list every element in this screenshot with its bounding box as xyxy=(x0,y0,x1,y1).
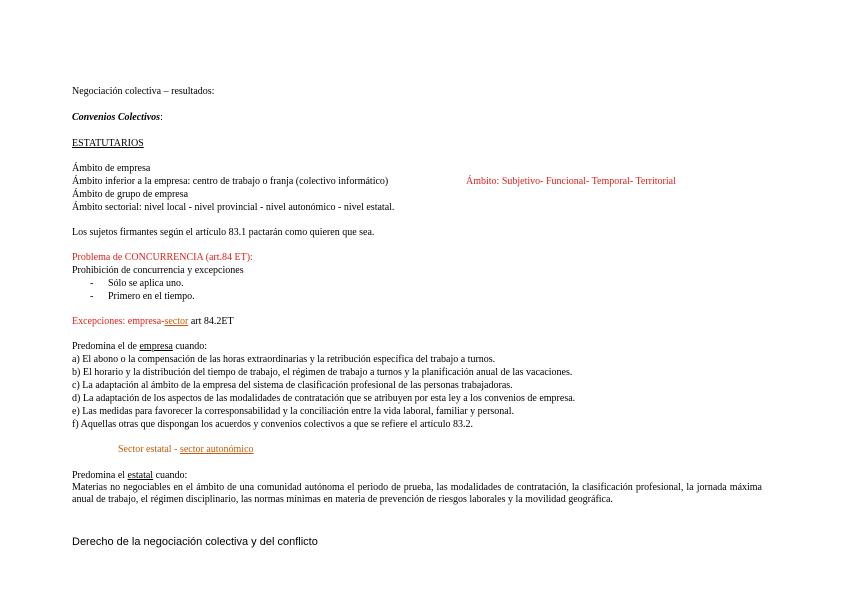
list-item-text: Primero en el tiempo. xyxy=(108,291,195,302)
sujetos-paragraph: Los sujetos firmantes según el artículo 83.1 pactarán como quieren que sea. xyxy=(72,227,375,238)
predomina-empresa-pre: Predomina el de xyxy=(72,341,140,352)
document-title: Negociación colectiva – resultados: xyxy=(72,86,215,97)
empresa-item-d: d) La adaptación de los aspectos de las modalidades de contratación que se atribuyen por esta ley a los convenios de empresa. xyxy=(72,393,576,404)
empresa-item-f: f) Aquellas otras que dispongan los acuerdos y convenios colectivos a que se refiere el artículo 83.2. xyxy=(72,419,473,430)
bullet-marker: - xyxy=(90,278,94,289)
excepciones-label: Excepciones: empresa- xyxy=(72,316,165,327)
ambito-line-4: Ámbito sectorial: nivel local - nivel provincial - nivel autonómico - nivel estatal. xyxy=(72,202,395,213)
estatutarios-heading: ESTATUTARIOS xyxy=(72,138,144,149)
empresa-item-b: b) El horario y la distribución del tiempo de trabajo, el régimen de trabajo a turnos y la planificación anual de las vacaciones. xyxy=(72,367,573,378)
predomina-estatal-line xyxy=(72,470,187,482)
predomina-estatal-post: cuando: xyxy=(153,470,188,481)
estatal-word: estatal xyxy=(127,470,154,481)
list-item xyxy=(90,291,195,303)
excepciones-rest: art 84.2ET xyxy=(188,316,234,327)
predomina-empresa-line xyxy=(72,341,207,353)
prohibicion-line: Prohibición de concurrencia y excepciones xyxy=(72,265,244,276)
empresa-word: empresa xyxy=(139,341,173,352)
excepciones-line xyxy=(72,316,234,328)
list-item-text: Sólo se aplica uno. xyxy=(108,278,184,289)
problema-heading: Problema de CONCURRENCIA (art.84 ET): xyxy=(72,252,253,263)
bullet-marker: - xyxy=(90,291,94,302)
sector-link[interactable]: sector xyxy=(164,316,189,327)
predomina-estatal-pre: Predomina el xyxy=(72,470,128,481)
ambito-line-2: Ámbito inferior a la empresa: centro de trabajo o franja (colectivo informático) xyxy=(72,176,389,187)
empresa-item-e: e) Las medidas para favorecer la corresponsabilidad y la conciliación entre la vida laboral, familiar y personal. xyxy=(72,406,515,417)
predomina-empresa-post: cuando: xyxy=(172,341,207,352)
ambito-line-1: Ámbito de empresa xyxy=(72,163,151,174)
sector-estatal-line xyxy=(118,444,254,456)
list-item xyxy=(90,278,184,290)
estatal-paragraph: Materias no negociables en el ámbito de una comunidad autónoma el periodo de prueba, las modalidades de contratación, la clasificación profesional, la jornada máxima anual de trabajo, el régimen disciplinario, las normas mínimas en materia de prevención de riesgos laborales y la movilidad geográfica. xyxy=(72,482,762,505)
page-footer: Derecho de la negociación colectiva y del conflicto xyxy=(72,536,318,548)
ambito-line-3: Ámbito de grupo de empresa xyxy=(72,189,189,200)
convenios-colon: : xyxy=(160,112,163,123)
empresa-item-a: a) El abono o la compensación de las horas extraordinarias y la retribución específica del trabajo a turnos. xyxy=(72,354,496,365)
convenios-heading xyxy=(72,112,163,124)
ambito-note: Ámbito: Subjetivo- Funcional- Temporal- Territorial xyxy=(466,176,676,187)
sector-estatal-label: Sector estatal - xyxy=(118,444,180,455)
empresa-item-c: c) La adaptación al ámbito de la empresa del sistema de clasificación profesional de las personas trabajadoras. xyxy=(72,380,513,391)
convenios-label: Convenios Colectivos xyxy=(72,112,161,123)
sector-autonomico-link[interactable]: sector autonómico xyxy=(179,444,254,455)
